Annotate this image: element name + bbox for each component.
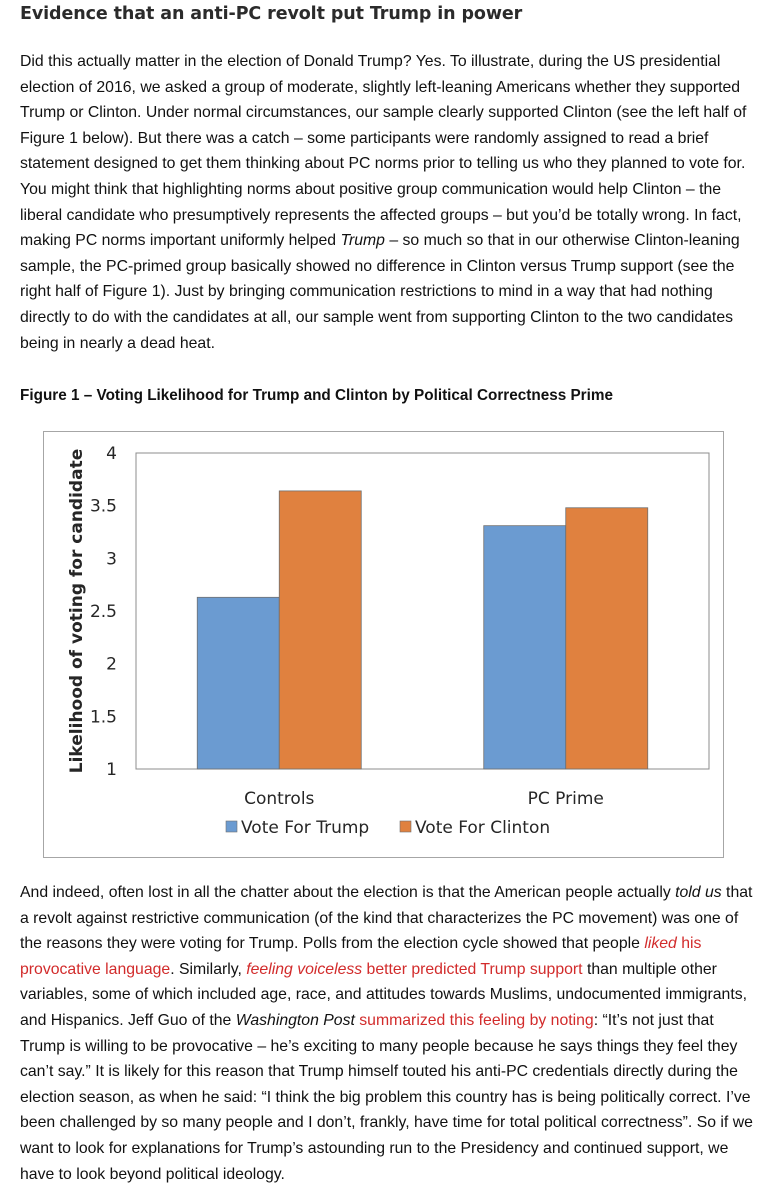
y-axis-label: Likelihood of voting for candidate [67,448,87,774]
figure-caption: Figure 1 – Voting Likelihood for Trump and Clinton by Political Correctness Prime [20,387,613,404]
y-tick-label: 3.5 [89,496,117,517]
bar-trump [484,526,566,769]
y-tick-label: 3 [106,549,117,570]
link-text[interactable]: better predicted Trump support [362,960,583,978]
x-tick-label: PC Prime [527,789,604,809]
text-run: that a revolt against restrictive communication (of the kind that characterizes the PC movement) was one of the reasons they were voting for Trump. Polls from the election cycle showed that people [20,884,753,953]
x-tick-label: Controls [244,789,315,809]
y-tick-label: 1.5 [89,707,117,728]
link-text[interactable]: feeling voiceless [246,960,363,978]
legend-label: Vote For Clinton [415,818,551,838]
legend-swatch-trump [226,821,237,832]
link-text[interactable]: liked [644,935,677,953]
y-tick-label: 2.5 [89,602,117,622]
link-text[interactable]: his provocative language [20,935,702,978]
intro-paragraph [20,49,755,356]
text-run: . Similarly, [170,960,247,978]
section-heading: Evidence that an anti-PC revolt put Trump in power [20,4,523,24]
bar-clinton [279,491,361,769]
bar-chart [43,431,724,858]
text-run: Did this actually matter in the election of Donald Trump? Yes. To illustrate, during the US presidential election of 2016, we asked a group of moderate, slightly left-leaning Americans whether they supported Trump or Clinton. Under normal circumstances, our sample clearly supported Clinton (see the left half of Figure 1 below). But there was a catch – some participants were randomly assigned to read a brief statement designed to get them thinking about PC norms prior to telling us who they planned to vote for. You might think that highlighting norms about positive group communication would help Clinton – the liberal candidate who presumptively represents the affected groups – but you’d be totally wrong. In fact, making PC norms important uniformly helped [20,53,747,250]
text-run: Washington Post [235,1011,355,1029]
text-run: – so much so that in our otherwise Clinton-leaning sample, the PC-primed group basically showed no difference in Clinton versus Trump support (see the right half of Figure 1). Just by bringing communication restrictions to mind in a way that had nothing directly to do with the candidates at all, our sample went from supporting Clinton to the two candidates being in nearly a dead heat. [20,232,740,352]
text-run: told us [675,884,722,901]
legend-label: Vote For Trump [241,818,370,838]
y-tick-label: 1 [106,760,117,780]
link-text[interactable]: summarized this feeling by noting [359,1011,594,1029]
text-run: : “It’s not just that Trump is willing to be provocative – he’s exciting to many people because he says things they feel they can’t say.” It is likely for this reason that Trump himself touted his anti-PC credentials directly during the election season, as when he said: “I think the big problem this country has is being politically correct. I’ve been challenged by so many people and I don’t, frankly, have time for total political correctness”. So if we want to look for explanations for Trump’s astounding run to the Presidency and continued support, we have to look beyond political ideology. [20,1011,753,1183]
legend-swatch-clinton [400,821,411,832]
y-tick-label: 4 [106,444,117,464]
chart-canvas [44,432,725,859]
text-run: Trump [340,232,385,250]
evidence-paragraph [20,880,755,1187]
text-run: And indeed, often lost in all the chatter about the election is that the American people actually [20,884,676,901]
text-run: than multiple other variables, some of which included age, race, and attitudes towards Muslims, undocumented immigrants, and Hispanics. Jeff Guo of the [20,960,748,1029]
bar-clinton [566,508,648,769]
bar-trump [197,597,279,769]
y-tick-label: 2 [106,654,117,675]
